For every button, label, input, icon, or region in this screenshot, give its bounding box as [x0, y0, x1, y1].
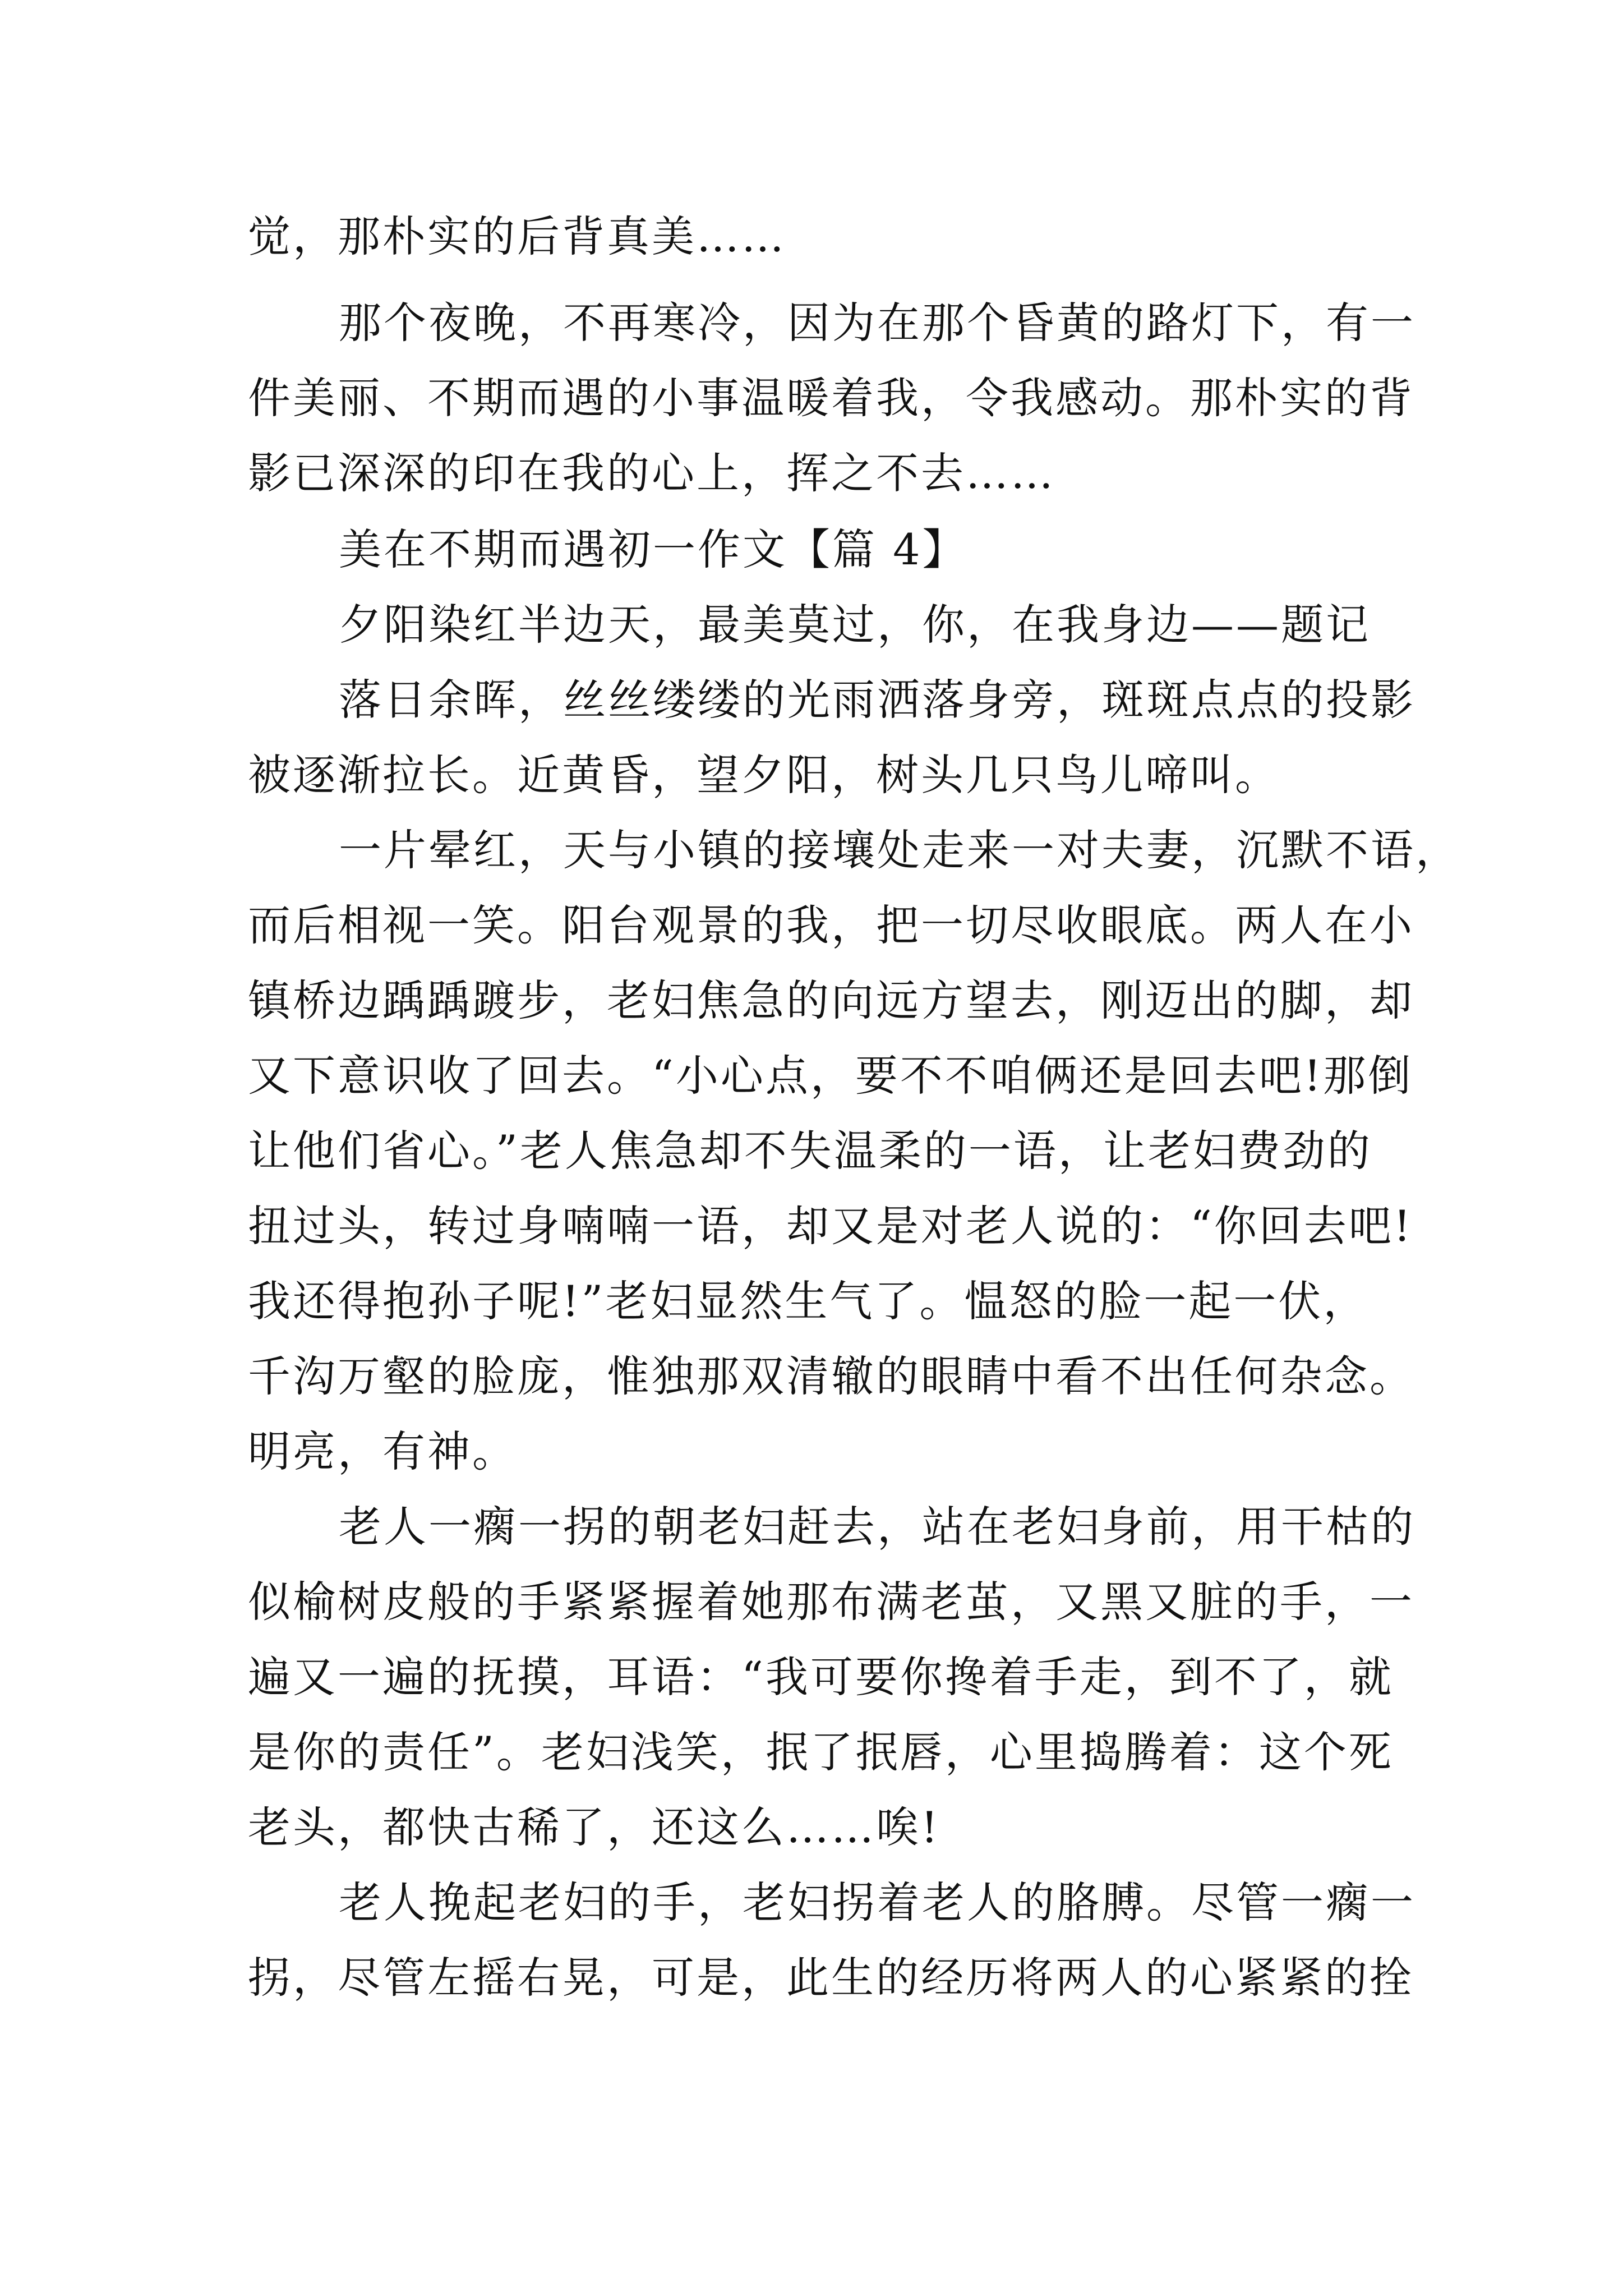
text-line: 又下意识收了回去。“小心点，要不不咱俩还是回去吧!那倒: [248, 1051, 1413, 1101]
text-line: 扭过头，转过身喃喃一语，却又是对老人说的：“你回去吧!: [248, 1201, 1413, 1251]
text-line: 被逐渐拉长。近黄昏，望夕阳，树头几只鸟儿啼叫。: [248, 750, 1280, 800]
text-line: 老人挽起老妇的手，老妇拐着老人的胳膊。尽管一瘸一: [339, 1878, 1415, 1927]
text-line: 落日余晖，丝丝缕缕的光雨洒落身旁，斑斑点点的投影: [339, 675, 1415, 725]
text-line: 拐，尽管左摇右晃，可是，此生的经历将两人的心紧紧的拴: [248, 1953, 1414, 2003]
text-line: 那个夜晚，不再寒冷，因为在那个昏黄的路灯下，有一: [339, 298, 1415, 348]
epigraph: 夕阳染红半边天，最美莫过，你，在我身边——题记: [339, 600, 1371, 650]
text-line: 觉，那朴实的后背真美……: [248, 211, 786, 261]
text-line: 影已深深的印在我的心上，挥之不去……: [248, 448, 1055, 498]
text-line: 让他们省心。”老人焦急却不失温柔的一语，让老妇费劲的: [248, 1126, 1372, 1176]
text-line: 是你的责任”。老妇浅笑，抿了抿唇，心里捣腾着：这个死: [248, 1727, 1394, 1777]
text-line: 老人一瘸一拐的朝老妇赶去，站在老妇身前，用干枯的: [339, 1502, 1415, 1552]
text-line: 似榆树皮般的手紧紧握着她那布满老茧，又黑又脏的手，一: [248, 1577, 1414, 1627]
text-line: 件美丽、不期而遇的小事温暖着我，令我感动。那朴实的背: [248, 373, 1414, 423]
text-line: 而后相视一笑。阳台观景的我，把一切尽收眼底。两人在小: [248, 900, 1414, 950]
section-heading: 美在不期而遇初一作文【篇 4】: [339, 524, 967, 574]
text-line: 镇桥边踽踽踱步，老妇焦急的向远方望去，刚迈出的脚，却: [248, 976, 1414, 1025]
text-line: 千沟万壑的脸庞，惟独那双清辙的眼睛中看不出任何杂念。: [248, 1351, 1414, 1401]
text-line: 老头，都快古稀了，还这么……唉!: [248, 1802, 940, 1852]
text-line: 明亮，有神。: [248, 1427, 517, 1476]
text-line: 遍又一遍的抚摸，耳语：“我可要你搀着手走，到不了，就: [248, 1652, 1394, 1702]
text-line: 一片晕红，天与小镇的接壤处走来一对夫妻，沉默不语，: [339, 825, 1460, 875]
text-line: 我还得抱孙子呢!”老妇显然生气了。愠怒的脸一起一伏，: [248, 1276, 1368, 1326]
